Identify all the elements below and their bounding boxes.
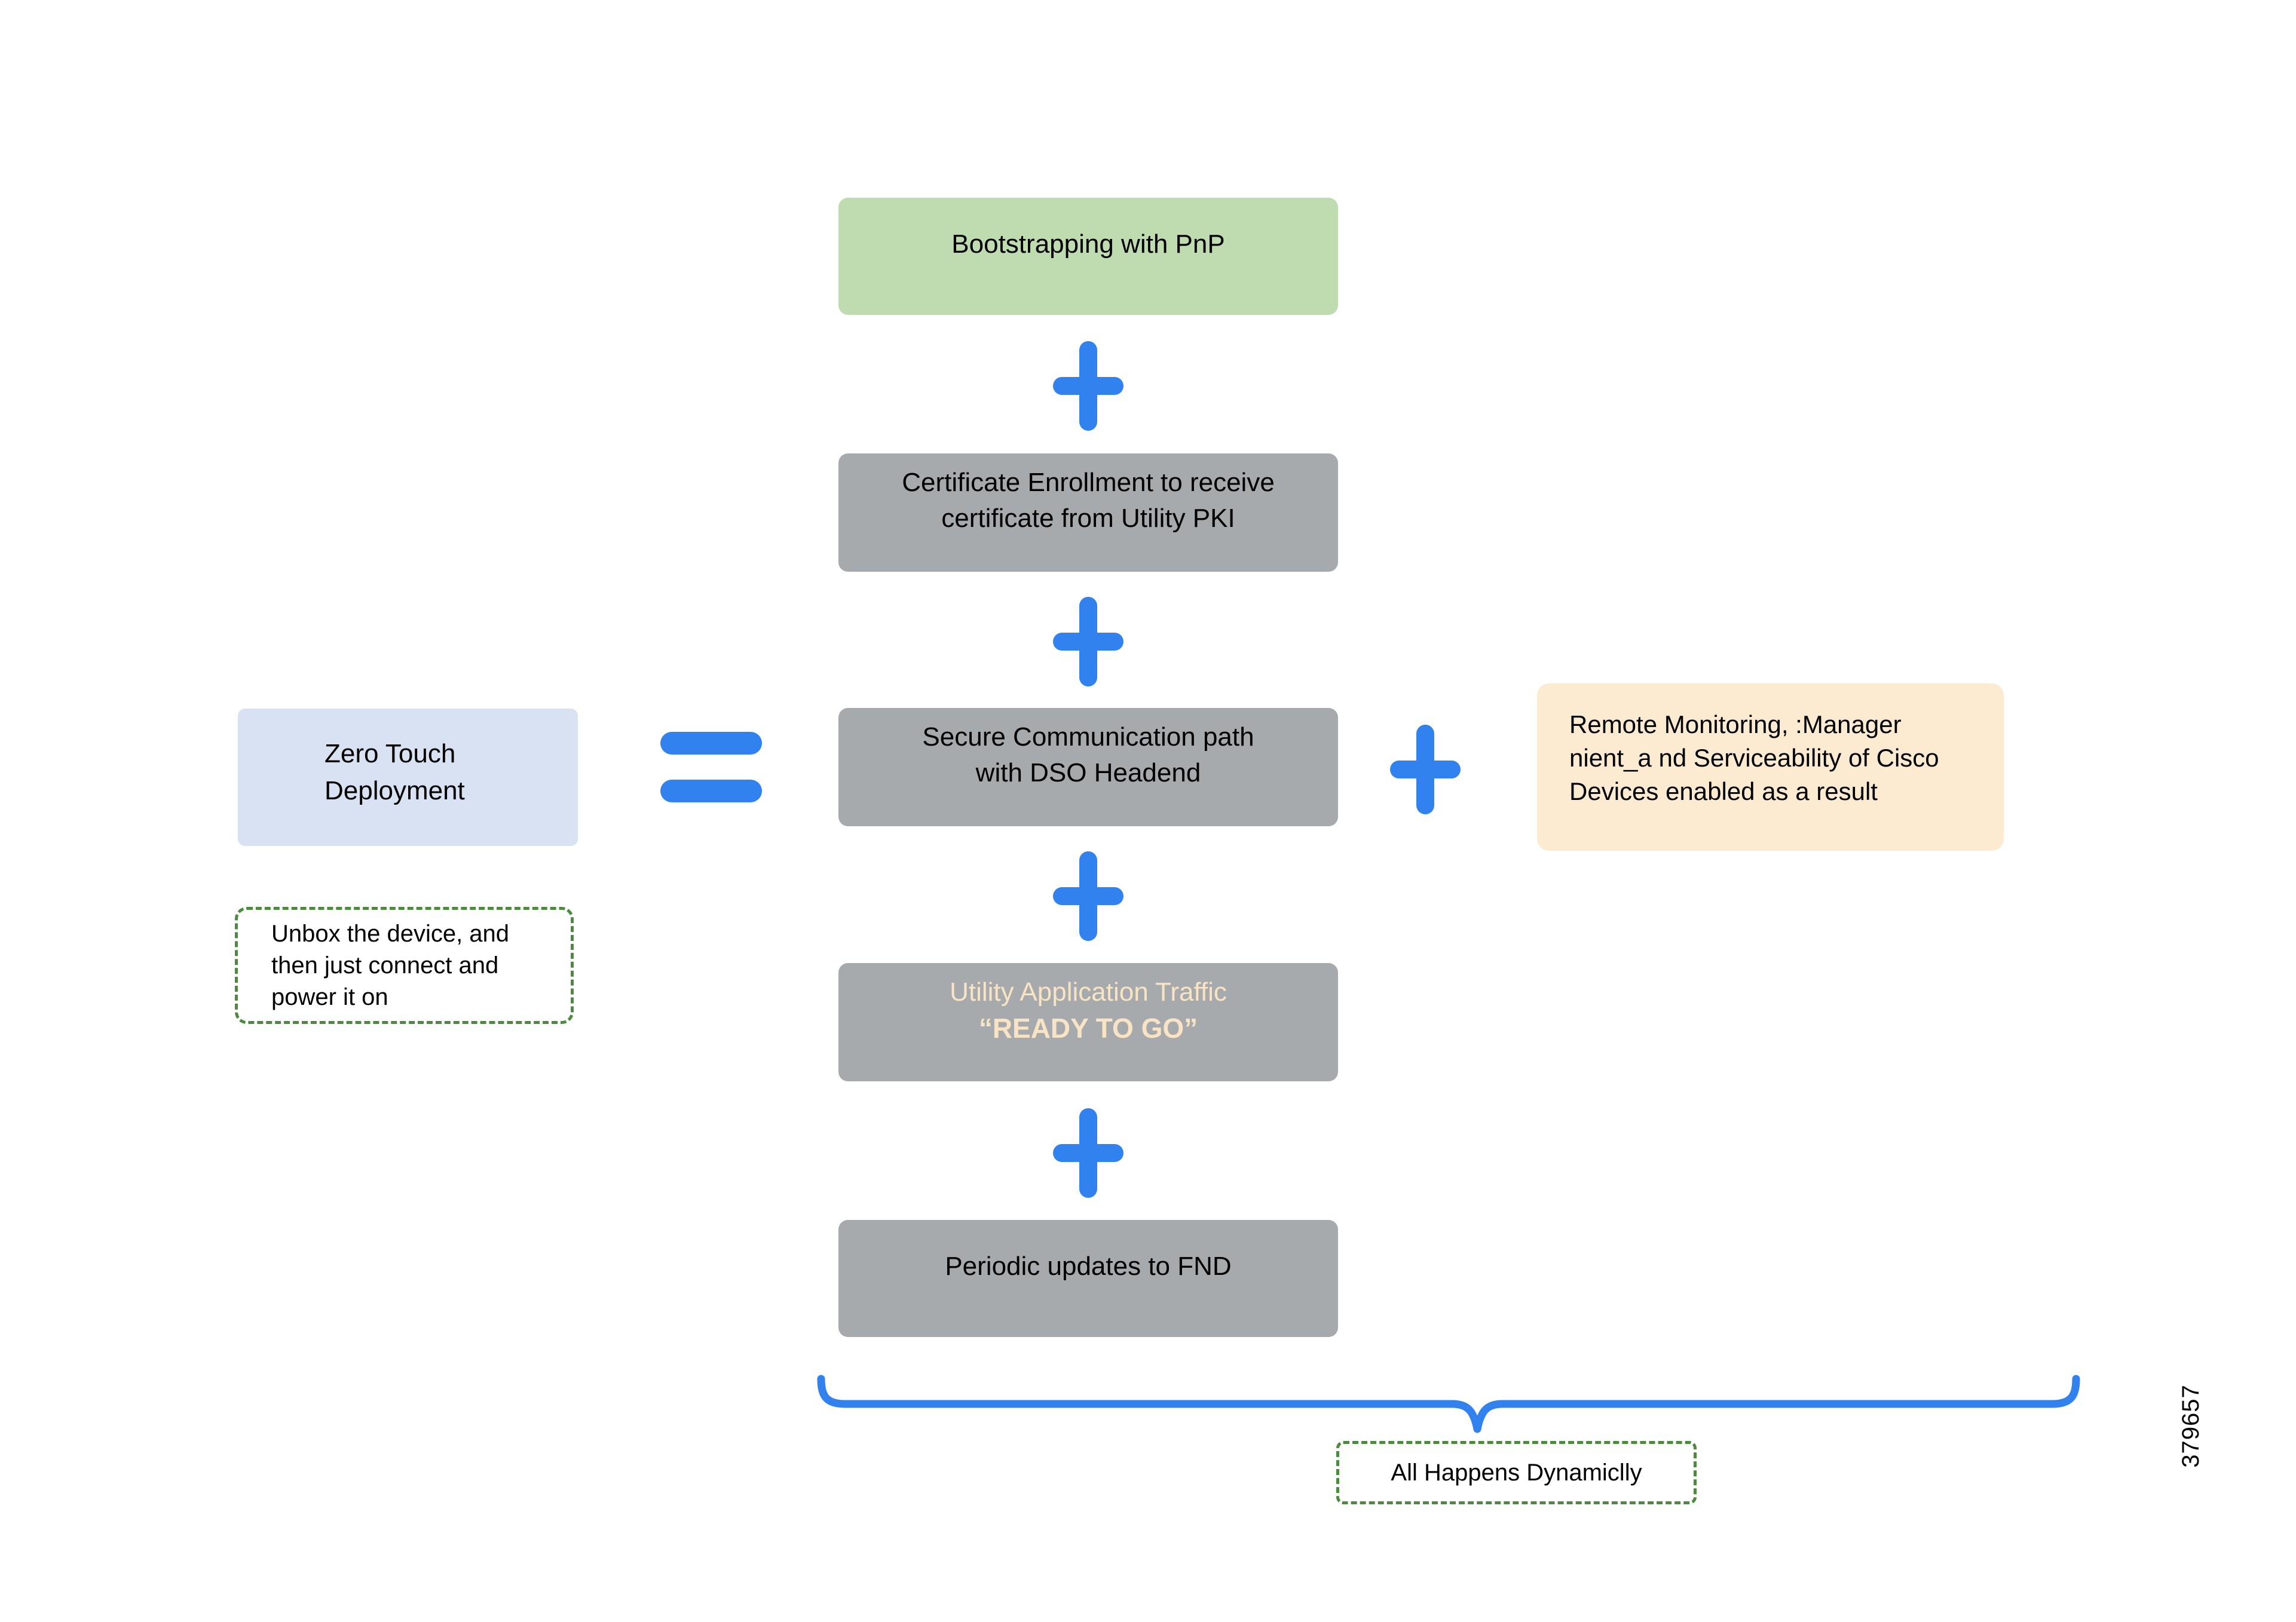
certificate-enrollment-box xyxy=(838,453,1338,572)
plus-icon xyxy=(1046,597,1130,686)
secure-communication-line-1: Secure Communication path xyxy=(922,722,1254,752)
plus-icon xyxy=(1046,1108,1130,1198)
remote-monitoring-line-3: Devices enabled as a result xyxy=(1569,777,1878,805)
all-happens-dynamically-box xyxy=(1336,1441,1697,1504)
plus-icon xyxy=(1046,851,1130,941)
equals-bar-top xyxy=(660,732,762,755)
equals-bar-bottom xyxy=(660,780,762,802)
periodic-updates-label: Periodic updates to FND xyxy=(945,1252,1232,1281)
remote-monitoring-line-2: nient_a nd Serviceability of Cisco xyxy=(1569,744,1939,772)
zero-touch-deployment-box xyxy=(238,709,578,846)
utility-application-traffic-box xyxy=(838,963,1338,1081)
secure-communication-box xyxy=(838,708,1338,826)
remote-monitoring-box xyxy=(1537,683,2004,851)
zero-touch-line-2: Deployment xyxy=(324,776,465,805)
plus-horizontal-bar xyxy=(1053,633,1123,651)
figure-number: 379657 xyxy=(2177,1384,2204,1468)
unbox-note-line-1: Unbox the device, and xyxy=(271,920,510,947)
plus-horizontal-bar xyxy=(1053,1144,1123,1162)
equals-icon xyxy=(660,732,762,802)
secure-communication-line-2: with DSO Headend xyxy=(975,758,1201,787)
periodic-updates-box xyxy=(838,1220,1338,1337)
plus-icon xyxy=(1383,725,1467,814)
unbox-note-box xyxy=(235,907,574,1024)
plus-horizontal-bar xyxy=(1053,377,1123,395)
ready-to-go-line: “READY TO GO” xyxy=(978,1013,1198,1044)
remote-monitoring-line-1: Remote Monitoring, :Manager xyxy=(1569,710,1902,738)
unbox-note-line-3: power it on xyxy=(271,983,388,1010)
plus-icon xyxy=(1046,341,1130,431)
certificate-enrollment-line-2: certificate from Utility PKI xyxy=(941,504,1235,533)
bootstrapping-pnp-box xyxy=(838,198,1338,315)
bootstrapping-pnp-label: Bootstrapping with PnP xyxy=(951,229,1225,259)
utility-traffic-line: Utility Application Traffic xyxy=(950,977,1227,1007)
plus-horizontal-bar xyxy=(1053,887,1123,905)
certificate-enrollment-line-1: Certificate Enrollment to receive xyxy=(902,468,1275,497)
unbox-note-line-2: then just connect and xyxy=(271,952,499,979)
plus-horizontal-bar xyxy=(1390,761,1461,778)
zero-touch-line-1: Zero Touch xyxy=(324,739,456,768)
all-happens-dynamically-label: All Happens Dynamiclly xyxy=(1391,1459,1642,1486)
